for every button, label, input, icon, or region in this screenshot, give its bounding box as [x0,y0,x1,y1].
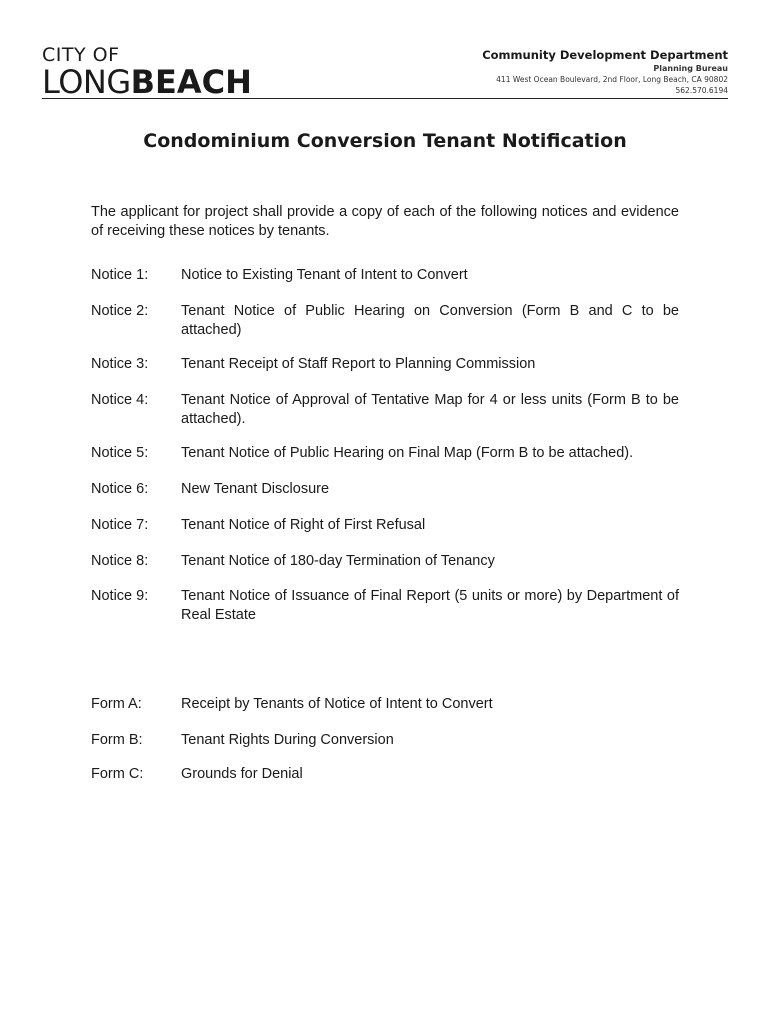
notice-label: Notice 8: [91,553,149,569]
intro-paragraph: The applicant for project shall provide a copy of each of the following notices and evidence of receiving these notices by tenants. [91,204,679,239]
notice-text: New Tenant Disclosure [181,481,330,497]
notice-label: Notice 4: [91,392,149,408]
notice-label: Notice 9: [91,588,149,604]
notice-label: Notice 1: [91,267,149,283]
form-label: Form B: [91,732,143,748]
city-logo [42,44,292,101]
form-item-a [91,695,681,714]
notice-item-5 [91,444,681,463]
form-text: Tenant Rights During Conversion [181,732,394,748]
notice-label: Notice 6: [91,481,149,497]
notice-item-4 [91,391,681,428]
notice-item-9 [91,587,681,624]
form-label: Form A: [91,696,142,712]
notice-item-8 [91,552,681,571]
notice-text: Tenant Notice of Issuance of Final Report (5 units or more) by Department of Real Estate [181,588,679,623]
logo-city-of: CITY OF [42,44,120,66]
notice-label: Notice 5: [91,445,149,461]
department-address: 411 West Ocean Boulevard, 2nd Floor, Long Beach, CA 90802 [496,75,728,84]
notice-text: Tenant Notice of Approval of Tentative Map for 4 or less units (Form B to be attached). [181,392,679,427]
form-label: Form C: [91,766,144,782]
notice-item-1 [91,266,681,285]
logo-long: LONG [42,63,131,101]
bureau-name: Planning Bureau [653,64,728,73]
notice-item-2 [91,302,681,339]
notice-item-6 [91,480,681,499]
document-title: Condominium Conversion Tenant Notification [143,130,627,152]
notice-label: Notice 3: [91,356,149,372]
form-text: Grounds for Denial [181,766,303,782]
form-item-b [91,731,681,750]
logo-long-beach [42,63,292,101]
department-info [482,48,728,96]
department-name: Community Development Department [482,48,728,62]
notice-text: Tenant Receipt of Staff Report to Planning Commission [181,356,536,372]
notice-text: Tenant Notice of Public Hearing on Final Map (Form B to be attached). [181,445,634,461]
department-phone: 562.570.6194 [675,86,728,95]
notice-text: Tenant Notice of 180-day Termination of Tenancy [181,553,495,569]
form-item-c [91,765,681,784]
notice-item-3 [91,355,681,374]
header-divider [42,98,728,99]
logo-beach: BEACH [130,63,252,101]
notice-item-7 [91,516,681,535]
notice-text: Notice to Existing Tenant of Intent to Convert [181,267,468,283]
notice-label: Notice 7: [91,517,149,533]
notice-label: Notice 2: [91,303,149,319]
form-text: Receipt by Tenants of Notice of Intent to Convert [181,696,493,712]
notice-text: Tenant Notice of Public Hearing on Conversion (Form B and C to be attached) [181,303,679,338]
notice-text: Tenant Notice of Right of First Refusal [181,517,426,533]
